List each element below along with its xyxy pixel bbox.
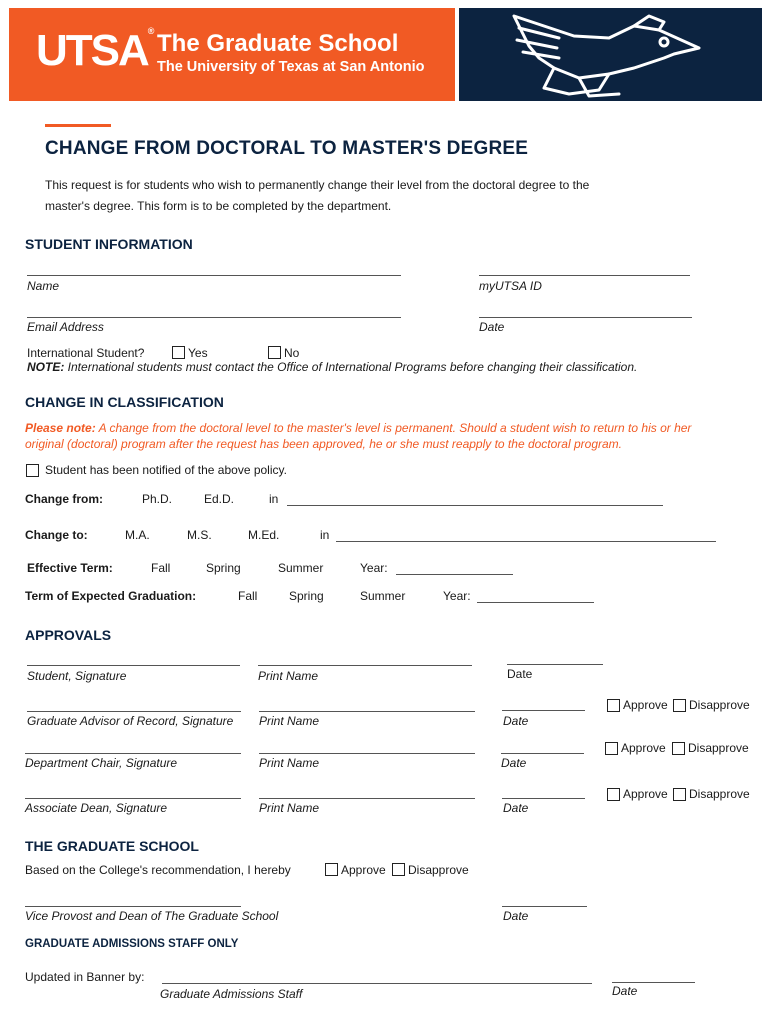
effective-term-spring[interactable]: Spring [206,561,241,575]
updated-in-banner-label: Updated in Banner by: [25,970,145,984]
email-label: Email Address [27,320,104,334]
admissions-staff-field[interactable] [162,983,592,984]
chair-signature-field[interactable] [25,753,241,754]
policy-notified-label: Student has been notified of the above policy. [45,463,287,477]
vice-provost-label: Vice Provost and Dean of The Graduate School [25,909,279,923]
international-yes-checkbox[interactable] [172,346,185,359]
mascot-panel [459,8,762,101]
international-student-label: International Student? [27,346,145,360]
change-to-label: Change to: [25,528,88,542]
to-in-label: in [320,528,330,542]
myutsa-id-field[interactable] [479,275,690,276]
from-in-label: in [269,492,279,506]
date-label: Date [479,320,505,334]
from-option-phd[interactable]: Ph.D. [142,492,173,506]
international-no-label: No [284,346,300,360]
date-field[interactable] [479,317,692,318]
chair-date-label: Date [501,756,527,770]
note-text: International students must contact the Office of International Programs before changing their classification. [64,360,638,374]
graduation-term-label: Term of Expected Graduation: [25,589,197,603]
permanence-warning [25,420,705,452]
dean-disapprove-label: Disapprove [689,787,750,801]
advisor-date-label: Date [503,714,529,728]
from-option-edd[interactable]: Ed.D. [204,492,235,506]
policy-notified-checkbox[interactable] [26,464,39,477]
dean-signature-field[interactable] [25,798,241,799]
chair-approve-checkbox[interactable] [605,742,618,755]
page-title: CHANGE FROM DOCTORAL TO MASTER'S DEGREE [45,138,529,159]
student-date-field[interactable] [507,664,603,665]
warning-prefix: Please note: [25,421,96,435]
chair-signature-label: Department Chair, Signature [25,756,178,770]
student-date-label: Date [507,667,533,681]
myutsa-id-label: myUTSA ID [479,279,542,293]
graduation-term-summer[interactable]: Summer [360,589,406,603]
advisor-approve-checkbox[interactable] [607,699,620,712]
student-signature-label: Student, Signature [27,669,127,683]
graduate-disapprove-checkbox[interactable] [392,863,405,876]
university-name: The University of Texas at San Antonio [157,59,425,75]
student-print-name-label: Print Name [258,669,319,683]
to-option-ma[interactable]: M.A. [125,528,150,542]
advisor-disapprove-label: Disapprove [689,698,750,712]
chair-disapprove-checkbox[interactable] [672,742,685,755]
effective-term-label: Effective Term: [27,561,113,575]
graduation-term-fall[interactable]: Fall [238,589,258,603]
advisor-date-field[interactable] [502,710,585,711]
school-title: The Graduate School [157,30,399,57]
email-field[interactable] [27,317,401,318]
graduate-school-heading: THE GRADUATE SCHOOL [25,838,199,854]
chair-print-name-field[interactable] [259,753,475,754]
warning-text: A change from the doctoral level to the master's level is permanent. Should a student wish to return to his or her original (doctoral) program after the request has been approved, he or she must reapply to the doctoral program. [25,421,692,451]
intro-line-1: This request is for students who wish to permanently change their level from the doctoral degree to the [45,178,590,192]
vice-provost-signature-field[interactable] [25,906,241,907]
effective-year-label: Year: [360,561,388,575]
vice-provost-date-label: Date [503,909,529,923]
student-print-name-field[interactable] [258,665,472,666]
intro-text [45,175,645,217]
to-program-field[interactable] [336,541,716,542]
from-program-field[interactable] [287,505,663,506]
effective-year-field[interactable] [396,574,513,575]
change-from-label: Change from: [25,492,103,506]
advisor-approve-label: Approve [623,698,668,712]
admissions-date-field[interactable] [612,982,695,983]
graduate-approve-checkbox[interactable] [325,863,338,876]
graduation-year-field[interactable] [477,602,594,603]
international-no-checkbox[interactable] [268,346,281,359]
approvals-heading: APPROVALS [25,627,112,643]
graduate-approve-label: Approve [341,863,386,877]
dean-signature-label: Associate Dean, Signature [25,801,168,815]
registered-mark: ® [147,26,155,36]
international-note [27,360,637,374]
roadrunner-mascot-icon [459,8,762,101]
dean-date-field[interactable] [502,798,585,799]
dean-approve-label: Approve [623,787,668,801]
admissions-date-label: Date [612,984,638,998]
effective-term-summer[interactable]: Summer [278,561,324,575]
advisor-signature-label: Graduate Advisor of Record, Signature [27,714,234,728]
graduate-disapprove-label: Disapprove [408,863,469,877]
international-yes-label: Yes [188,346,208,360]
advisor-disapprove-checkbox[interactable] [673,699,686,712]
student-signature-field[interactable] [27,665,240,666]
dean-print-name-field[interactable] [259,798,475,799]
dean-print-name-label: Print Name [259,801,320,815]
chair-disapprove-label: Disapprove [688,741,749,755]
effective-term-fall[interactable]: Fall [151,561,171,575]
admissions-heading: GRADUATE ADMISSIONS STAFF ONLY [25,938,239,950]
graduation-year-label: Year: [443,589,471,603]
dean-disapprove-checkbox[interactable] [673,788,686,801]
vice-provost-date-field[interactable] [502,906,587,907]
advisor-print-name-label: Print Name [259,714,320,728]
graduation-term-spring[interactable]: Spring [289,589,324,603]
student-info-heading: STUDENT INFORMATION [25,236,193,252]
note-prefix: NOTE: [27,360,65,374]
name-field[interactable] [27,275,401,276]
title-accent-line [45,124,111,127]
chair-date-field[interactable] [501,753,584,754]
admissions-staff-label: Graduate Admissions Staff [160,987,303,1001]
to-option-med[interactable]: M.Ed. [248,528,280,542]
utsa-logo: UTSA® [36,26,155,75]
recommendation-text: Based on the College's recommendation, I hereby [25,863,291,877]
name-label: Name [27,279,60,293]
dean-date-label: Date [503,801,529,815]
dean-approve-checkbox[interactable] [607,788,620,801]
advisor-signature-field[interactable] [27,711,241,712]
chair-approve-label: Approve [621,741,666,755]
chair-print-name-label: Print Name [259,756,320,770]
classification-heading: CHANGE IN CLASSIFICATION [25,394,224,410]
to-option-ms[interactable]: M.S. [187,528,212,542]
advisor-print-name-field[interactable] [259,711,475,712]
intro-line-2: master's degree. This form is to be completed by the department. [45,199,392,213]
